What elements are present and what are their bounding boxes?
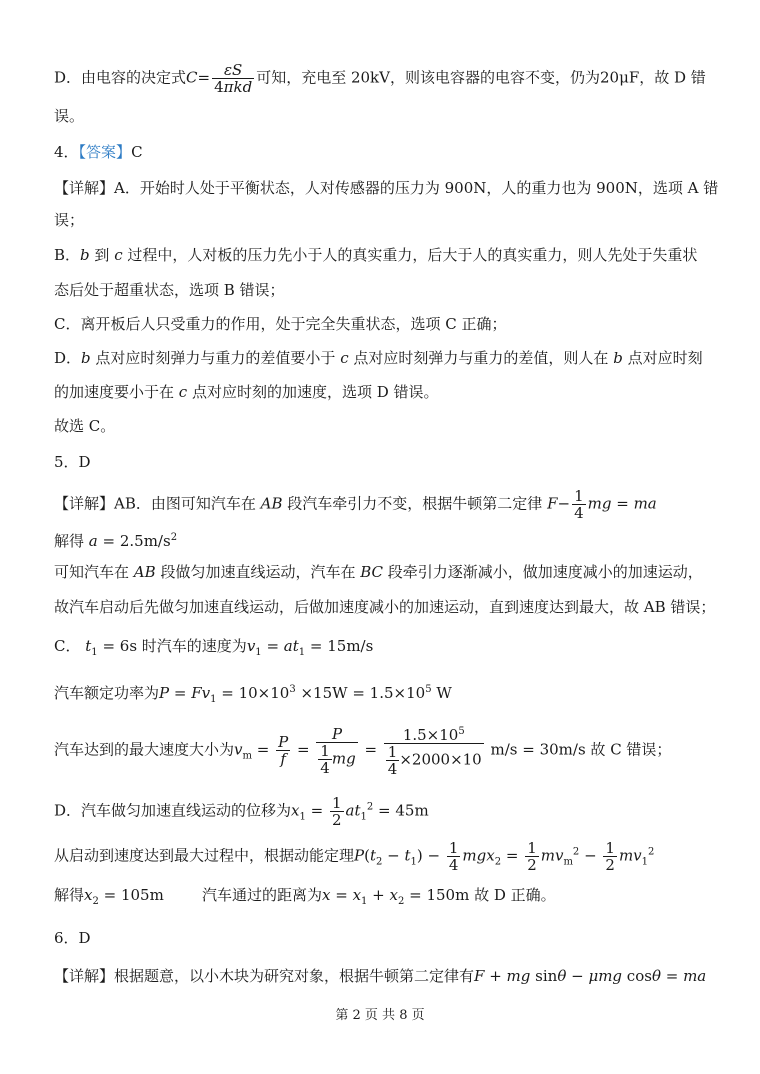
q4-answer-line: 4．【答案】C: [54, 143, 143, 161]
q4-detail-d-2: 的加速度要小于在 c 点对应时刻的加速度，选项 D 错误。: [54, 383, 439, 401]
q5-detail-ab-3: 故汽车启动后先做匀加速直线运动，后做加速度减小的加速运动，直到速度达到最大，故 AB 错误；: [54, 598, 716, 616]
q4-detail-b-2: 态后处于超重状态，选项 B 错误；: [54, 281, 285, 299]
q5-energy-theorem: 从启动到速度达到最大过程中，根据动能定理$P(t_2 - t_1)$ − $\frac{1}{4}$ mgx$_2$ = $\frac{1}{2}$ $mv_m^2$ − $\frac{1}{2}$ $mv_1^2$: [54, 839, 655, 874]
q6-detail: 【详解】根据题意，以小木块为研究对象，根据牛顿第二定律有F + mg sinθ − μmg cosθ = ma: [54, 967, 707, 985]
q5-detail-d: D．汽车做匀加速直线运动的位移为$x_1$ = $\frac{1}{2}$ $at_1^2 = 45m$: [54, 794, 429, 829]
q5-max-speed: 汽车达到的最大速度大小为$v_m$ = $\frac{P}{f}$ = P $\frac{1}{4}$ mg = $1.5\times 10^5$ $\frac{1}{4}$ ×2000×10 m/s = 30m/s 故 C 错误；: [54, 724, 672, 778]
q5-solve-a: 解得 $a = 2.5m/s^2$: [54, 532, 178, 550]
q4-detail-a-2: 误；: [54, 211, 85, 229]
q5-rated-power: 汽车额定功率为$P = Fv_1 = 10\times 10^3 \times 15W = 1.5\times 10^5$ W: [54, 684, 452, 705]
q5-detail-ab-2: 可知汽车在 AB 段做匀加速直线运动，汽车在 BC 段牵引力逐渐减小，做加速度减小的加速运动，: [54, 563, 703, 581]
q4-detail-d: D．b 点对应时刻弹力与重力的差值要小于 c 点对应时刻弹力与重力的差值，则人在 b 点对应时刻: [54, 349, 703, 367]
q4-detail-a: 【详解】A．开始时人处于平衡状态，人对传感器的压力为 900N，人的重力也为 900N，选项 A 错: [54, 179, 719, 197]
q4-detail-c: C．离开板后人只受重力的作用，处于完全失重状态，选项 C 正确；: [54, 315, 507, 333]
q3-option-d-line: D．由电容的决定式C= $\frac{\varepsilon S}{\text{4πkd}}$ 可知，充电至 20kV，则该电容器的电容不变，仍为20μF，故 D 错: [54, 61, 706, 96]
page-footer: 第 2 页 共 8 页: [335, 1008, 425, 1023]
q5-detail-c: C． $t_1 = 6s$ 时汽车的速度为$v_1 = at_1 = 15m/s$: [54, 637, 374, 658]
q5-answer-line: 5．D: [54, 453, 91, 471]
answer-tag: 【答案】: [78, 143, 132, 161]
q3-option-d-line-2: 误。: [54, 107, 85, 125]
q4-detail-b: B．b 到 c 过程中，人对板的压力先小于人的真实重力，后大于人的真实重力，则人先处于失重状: [54, 246, 698, 264]
q5-distance: 解得$x_2 = 105m$ 汽车通过的距离为$x = x_1 + x_2 = 150m$ 故 D 正确。: [54, 886, 556, 907]
q5-detail-ab: 【详解】AB．由图可知汽车在 AB 段汽车牵引力不变，根据牛顿第二定律 F− $\frac{1}{4}$ mg = ma: [54, 487, 657, 522]
q4-conclusion: 故选 C。: [54, 417, 116, 435]
q6-answer-line: 6．D: [54, 929, 91, 947]
